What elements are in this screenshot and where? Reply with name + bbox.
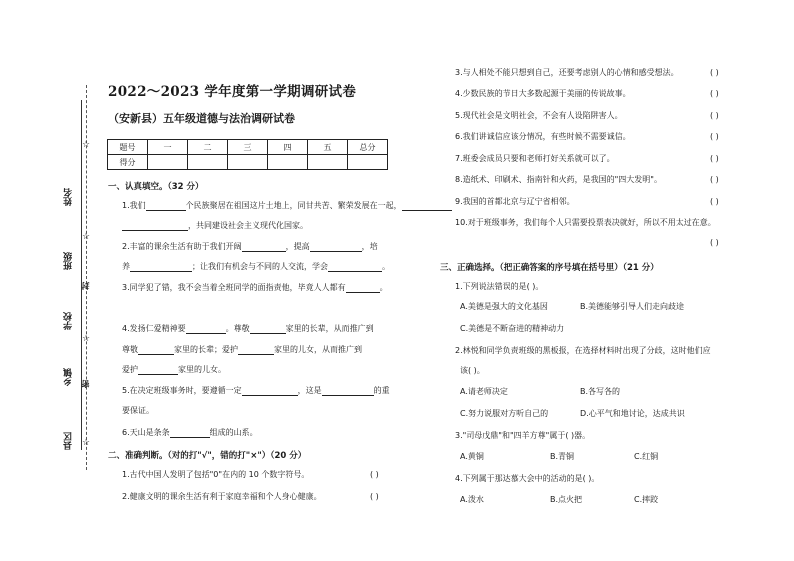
- text: 个民族聚居在祖国这片土地上，同甘共苦、繁荣发展在一起，: [185, 201, 402, 210]
- score-table-header-row: [108, 140, 388, 155]
- text: 4.发扬仁爱精神要: [122, 324, 186, 333]
- score-input-cell[interactable]: [228, 155, 268, 170]
- choice-q2-line1: 2.林悦和同学负责班级的黑板报，在选择材料时出现了分歧，这时他们应: [455, 346, 711, 355]
- s1-q1-line2: [122, 221, 308, 231]
- binding-star-2: ☆: [82, 232, 91, 242]
- text: ，共同建设社会主义现代化国家。: [188, 221, 308, 230]
- choice-q1-option-a[interactable]: A.美德是强大的文化基因: [460, 302, 548, 311]
- judge-item-6: 6.我们讲诚信应该分情况，有些时候不需要诚信。: [455, 132, 631, 141]
- choice-q2-option-b[interactable]: B.各写各的: [580, 387, 621, 396]
- answer-paren[interactable]: ( ): [370, 492, 379, 501]
- answer-paren[interactable]: ( ): [370, 470, 379, 479]
- judge-item-3: 3.与人相处不能只想到自己，还要考虑别人的心情和感受想法。: [455, 68, 679, 77]
- text: 家里的儿女，从而推广到: [274, 345, 362, 354]
- s1-q2-line2: [122, 262, 390, 272]
- text: ；让我们有机会与不同的人交流，学会: [192, 262, 328, 271]
- answer-blank[interactable]: [402, 201, 452, 211]
- s1-q5-line1: [122, 386, 390, 396]
- score-cell: 题号: [108, 140, 148, 155]
- answer-paren[interactable]: ( ): [710, 111, 719, 120]
- text: 。尊敬: [225, 324, 250, 333]
- choice-q4: 4.下列属于那达慕大会中的活动的是( )。: [455, 474, 600, 483]
- answer-blank[interactable]: [130, 262, 192, 272]
- binding-school-label: 学校: [64, 312, 74, 330]
- text: 。: [379, 283, 388, 292]
- choice-q3-option-b[interactable]: B.青铜: [550, 452, 575, 461]
- binding-star-3: ☆: [82, 334, 91, 344]
- answer-blank[interactable]: [328, 262, 382, 272]
- s1-q1-line1: [122, 201, 452, 211]
- answer-paren[interactable]: ( ): [710, 197, 719, 206]
- score-cell: 二: [188, 140, 228, 155]
- text: 家里的儿女。: [178, 365, 226, 374]
- choice-q3: 3."司母戊鼎"和"四羊方尊"属于( )器。: [455, 431, 591, 440]
- binding-mi-mark: 密: [81, 380, 90, 388]
- answer-blank[interactable]: [322, 386, 374, 396]
- text: 家里的长辈；爱护: [174, 345, 238, 354]
- choice-q4-option-b[interactable]: B.点火把: [550, 495, 583, 504]
- answer-blank[interactable]: [238, 345, 274, 355]
- answer-blank[interactable]: [310, 242, 362, 252]
- answer-blank[interactable]: [250, 324, 286, 334]
- s1-q5-line2: [122, 406, 154, 416]
- judge-item-8: 8.造纸术、印刷术、指南针和火药，是我国的"四大发明"。: [455, 175, 662, 184]
- judge-item-10: 10.对于班级事务，我们每个人只需要投票表决就好，所以不用太过在意。: [455, 218, 716, 227]
- answer-paren[interactable]: ( ): [710, 132, 719, 141]
- s1-q4-line1: [122, 324, 374, 334]
- text: 2.丰富的课余生活有助于我们开阔: [122, 242, 242, 251]
- binding-star-1: ☆: [82, 140, 91, 150]
- judge-item-4: 4.少数民族的节日大多数起源于美丽的传说故事。: [455, 89, 631, 98]
- answer-blank[interactable]: [170, 428, 210, 438]
- score-table-score-row: [108, 155, 388, 170]
- text: ，培: [361, 242, 378, 251]
- text: 5.在决定班级事务时，要遵循一定: [122, 386, 242, 395]
- score-table: [107, 139, 388, 170]
- choice-q2-option-c[interactable]: C.努力说服对方听自己的: [460, 409, 549, 418]
- text: ，提高: [285, 242, 310, 251]
- choice-q4-option-a[interactable]: A.泼水: [460, 495, 484, 504]
- answer-paren[interactable]: ( ): [710, 238, 719, 247]
- answer-blank[interactable]: [346, 283, 380, 293]
- score-cell: 一: [148, 140, 188, 155]
- choice-q4-option-c[interactable]: C.摔跤: [634, 495, 659, 504]
- binding-town-label: 乡镇: [64, 368, 74, 386]
- section1-heading: 一、认真填空。（32 分）: [108, 182, 204, 192]
- score-cell: 总分: [348, 140, 388, 155]
- binding-district-label: 县区: [64, 432, 74, 450]
- choice-q3-option-c[interactable]: C.红铜: [634, 452, 659, 461]
- choice-q1-option-c[interactable]: C.美德是不断奋进的精神动力: [460, 324, 565, 333]
- s1-q3: [122, 283, 388, 293]
- answer-blank[interactable]: [122, 221, 188, 231]
- s1-q4-line3: [122, 365, 226, 375]
- section3-heading: 三、正确选择。（把正确答案的序号填在括号里）（21 分）: [440, 263, 659, 273]
- judge-item-9: 9.我国的首都北京与辽宁省相邻。: [455, 197, 575, 206]
- binding-class-label: 班级: [64, 252, 74, 270]
- text: 组成的山系。: [209, 428, 258, 437]
- binding-name-label: 姓名: [64, 188, 74, 206]
- text: 的重: [373, 386, 390, 395]
- exam-title: 2022～2023 学年度第一学期调研试卷: [108, 84, 357, 100]
- score-input-cell[interactable]: [188, 155, 228, 170]
- answer-blank[interactable]: [138, 345, 174, 355]
- score-cell: 五: [308, 140, 348, 155]
- text: 家里的长辈，从而推广到: [285, 324, 374, 333]
- score-input-cell[interactable]: [148, 155, 188, 170]
- score-cell: 四: [268, 140, 308, 155]
- exam-subtitle: （安新县）五年级道德与法治调研试卷: [108, 112, 295, 125]
- text: 要保证。: [122, 406, 154, 415]
- judge-item-2: 2.健康文明的课余生活有利于家庭幸福和个人身心健康。: [122, 492, 322, 501]
- answer-paren[interactable]: ( ): [710, 175, 719, 184]
- binding-seal-mark: 封: [81, 282, 90, 290]
- s1-q4-line2: [122, 345, 362, 355]
- text: 爱护: [122, 365, 138, 374]
- answer-paren[interactable]: ( ): [710, 68, 719, 77]
- text: 6.天山是条条: [122, 428, 170, 437]
- choice-q1: 1.下列说法错误的是( )。: [455, 282, 544, 291]
- judge-item-5: 5.现代社会是文明社会，不会有人设陷阱害人。: [455, 111, 623, 120]
- text: ，这是: [297, 386, 322, 395]
- choice-q3-option-a[interactable]: A.黄铜: [460, 452, 484, 461]
- score-cell: 得分: [108, 155, 148, 170]
- judge-item-1: 1.古代中国人发明了包括"0"在内的 10 个数字符号。: [122, 470, 310, 479]
- text: 3.同学犯了错，我不会当着全班同学的面指责他，毕竟人人都有: [122, 283, 346, 292]
- score-input-cell[interactable]: [348, 155, 388, 170]
- answer-paren[interactable]: ( ): [710, 89, 719, 98]
- choice-q2-line2: 该( )。: [460, 366, 485, 375]
- s1-q2-line1: [122, 242, 378, 252]
- answer-blank[interactable]: [138, 365, 178, 375]
- answer-blank[interactable]: [242, 242, 286, 252]
- section2-heading: 二、准确判断。（对的打"√"，错的打"×"）（20 分）: [108, 451, 307, 461]
- s1-q6: [122, 428, 258, 438]
- answer-blank[interactable]: [242, 386, 298, 396]
- judge-item-7: 7.班委会成员只要和老师打好关系就可以了。: [455, 154, 615, 163]
- text: 尊敬: [122, 345, 138, 354]
- answer-blank[interactable]: [186, 324, 226, 334]
- answer-paren[interactable]: ( ): [710, 154, 719, 163]
- text: 。: [382, 262, 390, 271]
- binding-star-4: ☆: [82, 438, 91, 448]
- text: 养: [122, 262, 130, 271]
- text: 1.我们: [122, 201, 146, 210]
- choice-q2-option-a[interactable]: A.请老师决定: [460, 387, 508, 396]
- score-input-cell[interactable]: [308, 155, 348, 170]
- answer-blank[interactable]: [146, 201, 186, 211]
- choice-q2-option-d[interactable]: D.心平气和地讨论，达成共识: [580, 409, 685, 418]
- score-input-cell[interactable]: [268, 155, 308, 170]
- binding-line: [81, 100, 82, 450]
- score-cell: 三: [228, 140, 268, 155]
- choice-q1-option-b[interactable]: B.美德能够引导人们走向歧途: [580, 302, 685, 311]
